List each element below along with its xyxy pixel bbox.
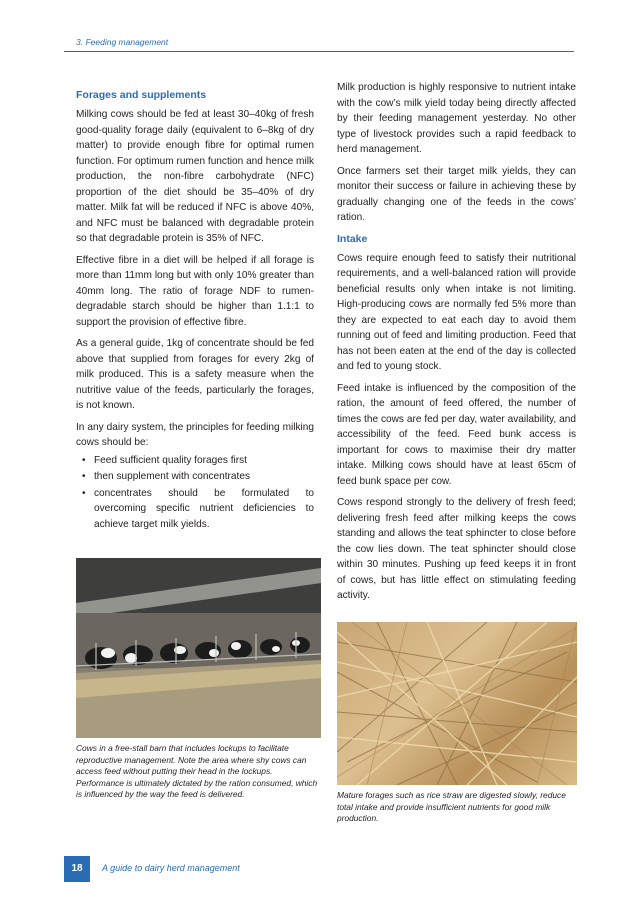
paragraph: Cows require enough feed to satisfy their nutritional requirements, and a well-balanced ration will provide beneficial results only when intake is not limiting. High-producing cows are normally fed 5% more than they are expected to eat each day to avoid them running out of feed and limiting production. Feed that has not been eaten at the end of the day is collected and fed to young stock.	[337, 252, 576, 372]
right-column	[337, 80, 576, 610]
barn-photo	[76, 558, 321, 738]
rice-straw-photo	[337, 622, 577, 785]
section-heading-forages: Forages and supplements	[76, 89, 207, 101]
barn-photo-caption: Cows in a free-stall barn that includes lockups to facilitate reproductive management. Note the area where shy cows can access feed without putting their head in the lockups. Performance is ultimately dictated by the ration consumed, which is influenced by the way the feed is delivered.	[76, 743, 318, 799]
page-number: 18	[64, 856, 90, 882]
straw-illustration	[337, 622, 577, 785]
paragraph: Milk production is highly responsive to nutrient intake with the cow’s milk yield today being directly affected by their feeding management yesterday. No other type of livestock provides such a rapid feedback to herd management.	[337, 82, 576, 155]
rice-straw-caption: Mature forages such as rice straw are digested slowly, reduce total intake and provide insufficient nutrients for good milk production.	[337, 790, 566, 823]
paragraph: Milking cows should be fed at least 30–40kg of fresh good-quality forage daily (equivalent to 6–8kg of dry matter) to provide enough fibre for optimal rumen function. For optimum rumen function and hence milk production, the non-fibre carbohydrate (NFC) proportion of the diet should be 35–40% of dry matter. Milk fat will be reduced if NFC is above 40%, and NFC must be balanced with degradable protein so that degradable protein is 35% of NFC.	[76, 109, 314, 244]
list-item: • then supplement with concentrates	[82, 469, 314, 485]
paragraph: Effective fibre in a diet will be helped if all forage is more than 11mm long but with only 10% greater than 40mm long. The ratio of forage NDF to rumen-degradable starch should be higher than 1.1:1 to support the provision of effective fibre.	[76, 254, 314, 328]
paragraph: Feed intake is influenced by the composition of the ration, the amount of feed offered, the number of times the cows are fed per day, water availability, and accessibility of the feed. Feed bunk access is important for cows to maximise their dry matter intake. Milking cows should have at least 65cm of feed bunk space per cow.	[337, 382, 576, 487]
paragraph: Once farmers set their target milk yields, they can monitor their success or failure in achieving these by gradually changing one of the feeds in the cows’ ration.	[337, 165, 576, 223]
header-rule	[64, 51, 574, 52]
list-item: • Feed sufficient quality forages first	[82, 453, 314, 469]
feeding-principles-list	[76, 453, 314, 533]
footer-title: A guide to dairy herd management	[102, 863, 240, 873]
paragraph: In any dairy system, the principles for feeding milking cows should be:	[76, 421, 314, 448]
paragraph: Cows respond strongly to the delivery of fresh feed; delivering fresh feed after milking keeps the cows standing and allows the teat sphincter to close before the cow lies down. The teat sphincter should close within 30 minutes. Pushing up feed keeps it in front of cows, but has little effect on stimulating feeding activity.	[337, 497, 576, 601]
barn-illustration	[76, 558, 321, 738]
list-item: • concentrates should be formulated to overcoming specific nutrient deficiencies to achieve target milk yields.	[82, 486, 314, 533]
paragraph: As a general guide, 1kg of concentrate should be fed above that supplied from forages for every 2kg of milk produced. This is a safety measure when the nutritive value of the feeds, particularly the forages, is not known.	[76, 338, 314, 411]
left-column	[76, 88, 314, 533]
running-header: 3. Feeding management	[76, 37, 169, 47]
section-heading-intake: Intake	[337, 232, 368, 245]
